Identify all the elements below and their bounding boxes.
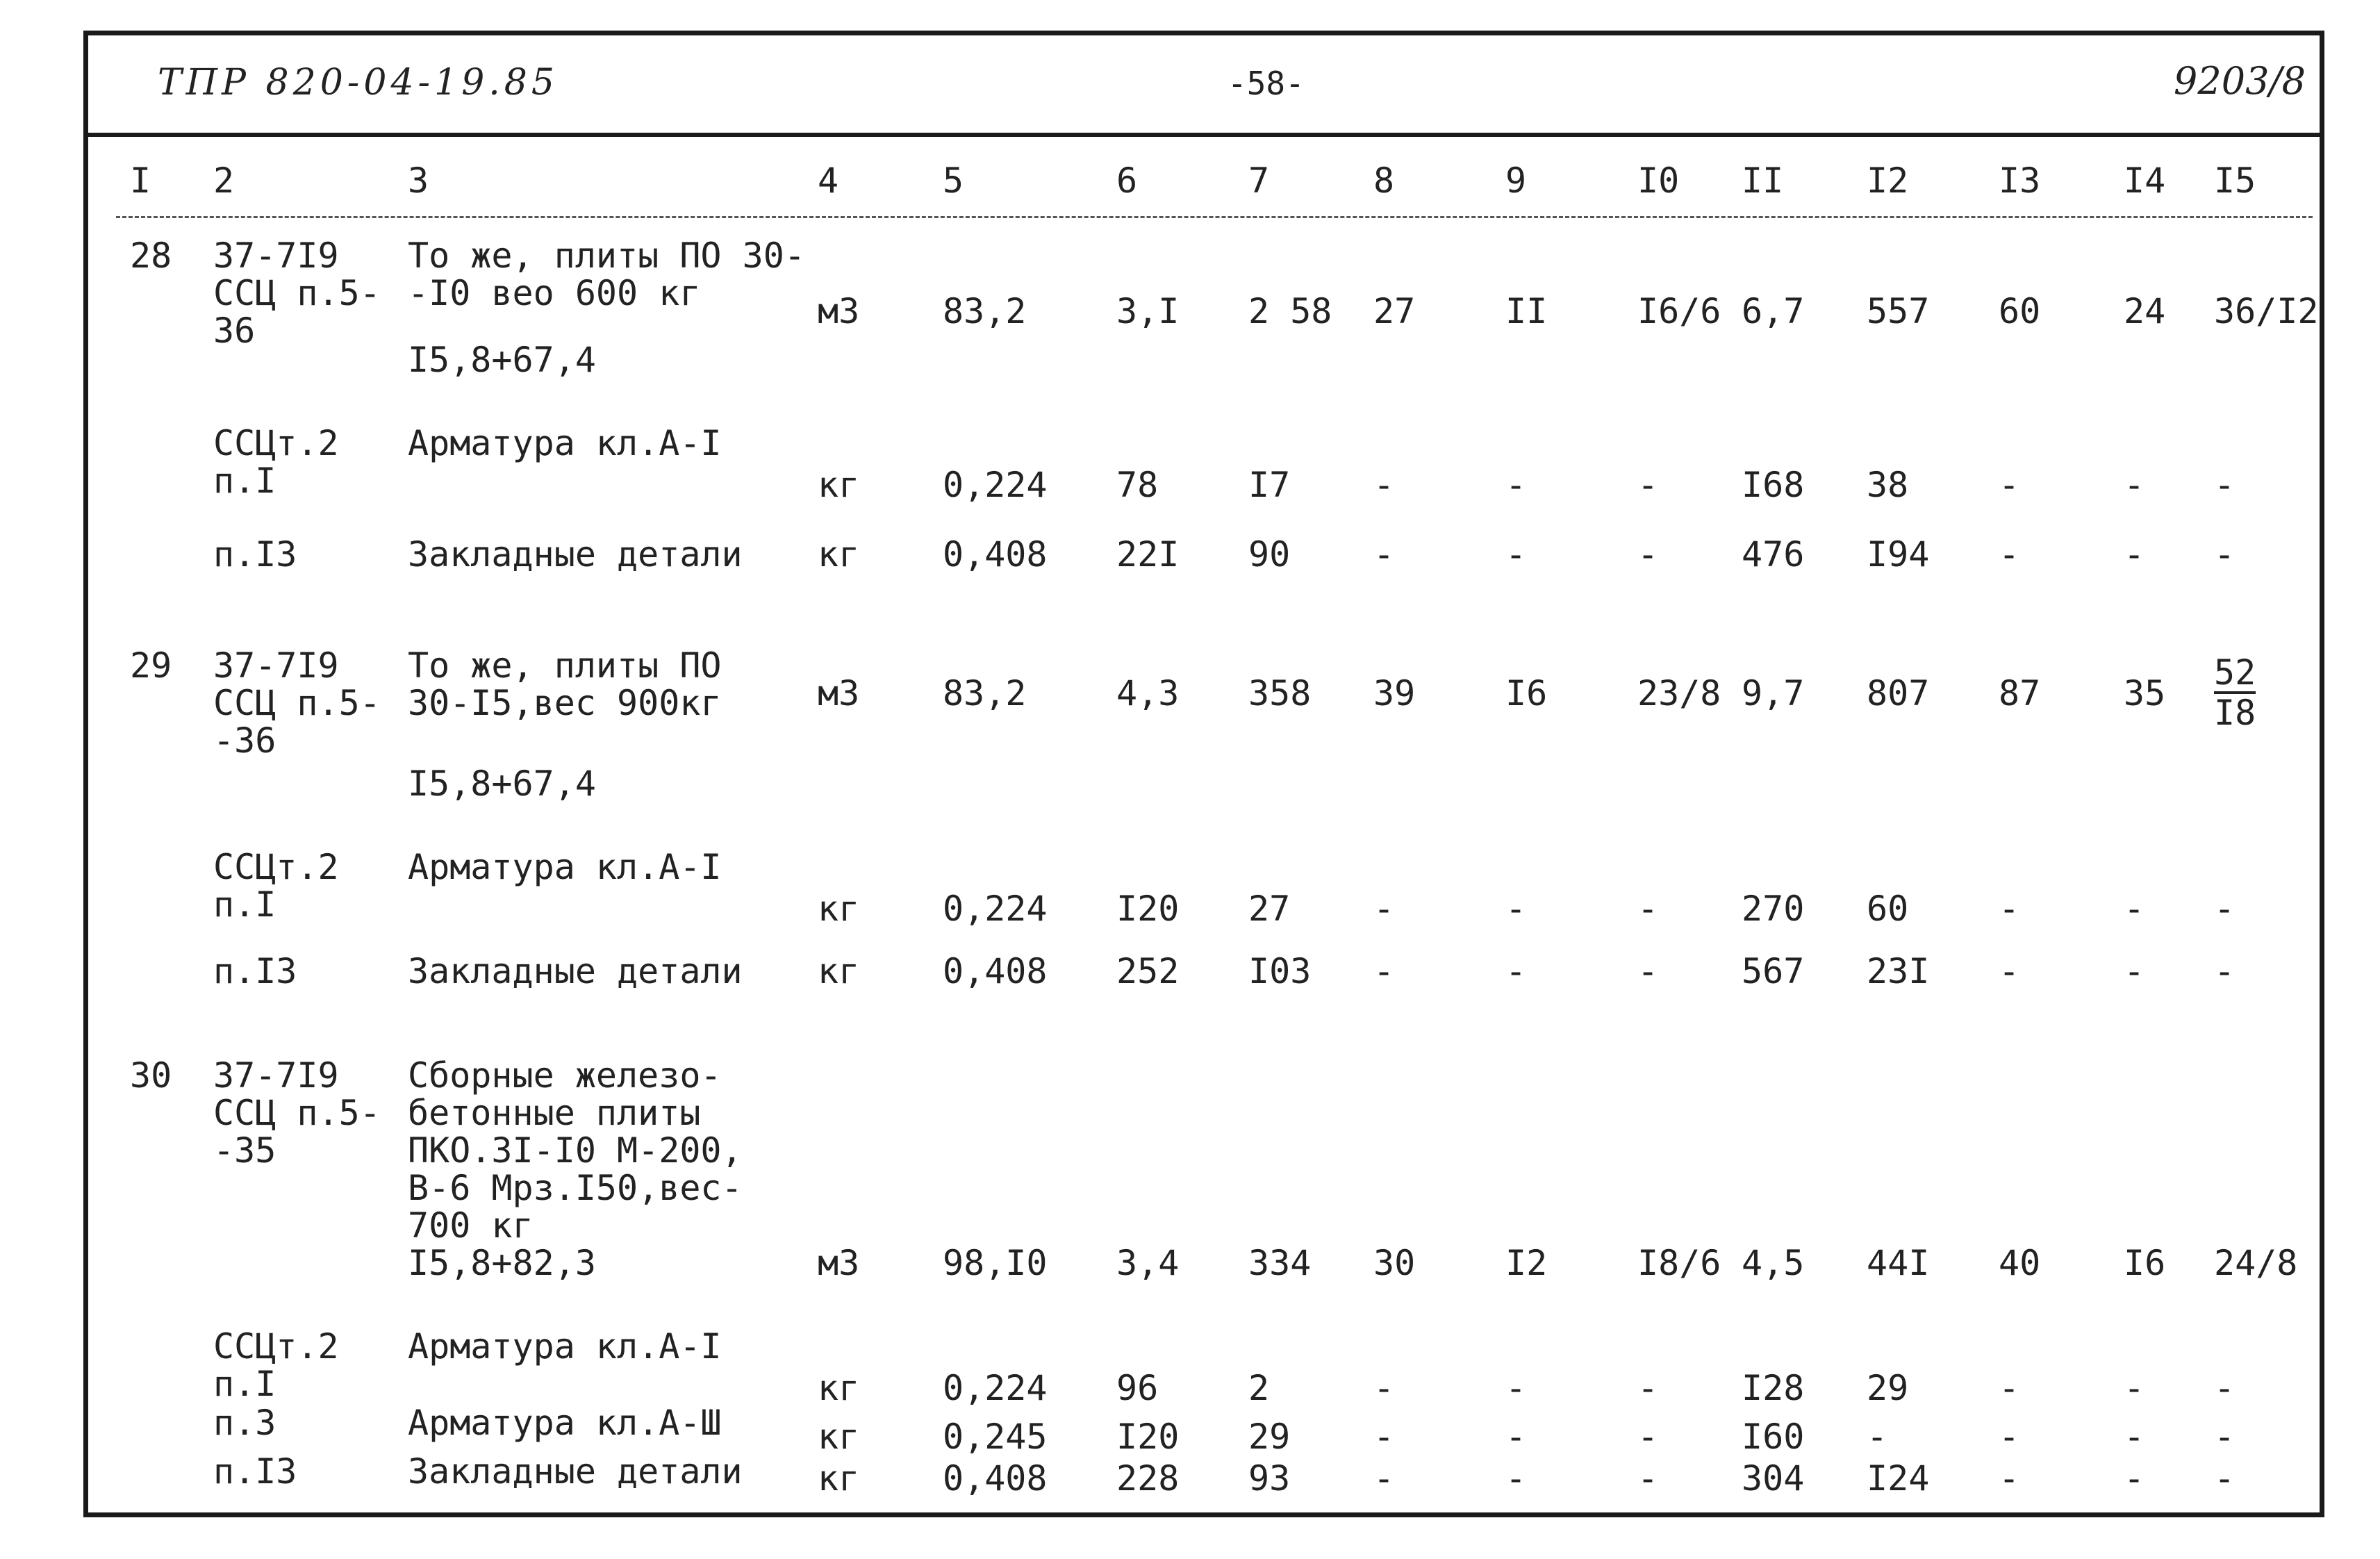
sheet-header <box>88 35 2320 137</box>
table-cell-c5: 83,2 <box>943 673 1027 713</box>
table-cell-c13: - <box>1999 1368 2020 1408</box>
table-cell-c7: 93 <box>1248 1458 1291 1499</box>
table-cell-no: 29 <box>130 645 172 686</box>
table-cell-c11: 270 <box>1742 889 1805 929</box>
table-cell-c11: 6,7 <box>1742 291 1805 331</box>
table-cell-c13: - <box>1999 534 2020 575</box>
table-cell-c11: I68 <box>1742 465 1805 505</box>
table-cell-c14: - <box>2124 1417 2145 1457</box>
column-header-13: I3 <box>1999 160 2041 201</box>
table-cell-unit: кг <box>818 465 860 505</box>
table-cell-no: 28 <box>130 236 172 276</box>
table-cell-c10: - <box>1637 534 1659 575</box>
table-cell-c6: 4,3 <box>1116 673 1180 713</box>
table-cell-c8: - <box>1373 951 1395 991</box>
table-cell-code: 37-7I9 ССЦ п.5- -36 <box>213 645 381 761</box>
table-cell-c14: 24 <box>2124 291 2166 331</box>
table-cell-c13: - <box>1999 1417 2020 1457</box>
table-cell-c7: 334 <box>1248 1243 1312 1283</box>
table-cell-c14: - <box>2124 951 2145 991</box>
table-cell-c15: - <box>2214 951 2236 991</box>
table-cell-c7: 90 <box>1248 534 1291 575</box>
table-cell-name: Закладные детали <box>408 1451 743 1492</box>
column-header-9: 9 <box>1505 160 1527 201</box>
table-cell-c12: 44I <box>1867 1243 1930 1283</box>
table-cell-c9: - <box>1505 889 1527 929</box>
table-cell-c6: 3,I <box>1116 291 1180 331</box>
table-cell-c8: - <box>1373 1458 1395 1499</box>
table-cell-code: п.I3 <box>213 1451 297 1492</box>
table-cell-name: I5,8+67,4 <box>408 764 596 804</box>
table-cell-c6: 228 <box>1116 1458 1180 1499</box>
table-cell-name: Арматура кл.А-I <box>408 1326 722 1367</box>
table-cell-name: То же, плиты ПО 30-I5,вес 900кг <box>408 645 722 723</box>
table-cell-c15: - <box>2214 1368 2236 1408</box>
table-cell-c9: - <box>1505 1417 1527 1457</box>
table-cell-c15: - <box>2214 1458 2236 1499</box>
table-cell-name: Закладные детали <box>408 534 743 575</box>
table-cell-c8: - <box>1373 1417 1395 1457</box>
table-cell-c5: 0,224 <box>943 1368 1048 1408</box>
table-cell-c10: - <box>1637 1368 1659 1408</box>
table-cell-c10: I8/6 <box>1637 1243 1721 1283</box>
table-cell-unit: кг <box>818 1368 860 1408</box>
table-cell-name: Закладные детали <box>408 951 743 991</box>
table-cell-c14: I6 <box>2124 1243 2166 1283</box>
table-cell-c13: 60 <box>1999 291 2041 331</box>
fraction-denominator: I8 <box>2214 693 2256 733</box>
table-cell-c13: 87 <box>1999 673 2041 713</box>
table-cell-c15: - <box>2214 534 2236 575</box>
table-cell-c13: - <box>1999 951 2020 991</box>
table-cell-c9: - <box>1505 465 1527 505</box>
table-cell-c11: 4,5 <box>1742 1243 1805 1283</box>
table-cell-c13: 40 <box>1999 1243 2041 1283</box>
table-cell-c8: 30 <box>1373 1243 1416 1283</box>
page-number: -58- <box>1228 65 1305 102</box>
table-cell-code: ССЦт.2 п.I <box>213 847 339 925</box>
table-cell-name: Арматура кл.А-I <box>408 847 722 887</box>
table-cell-c11: 9,7 <box>1742 673 1805 713</box>
table-cell-c11: 304 <box>1742 1458 1805 1499</box>
table-cell-c14: - <box>2124 1458 2145 1499</box>
table-cell-c12: 557 <box>1867 291 1930 331</box>
table-cell-c9: - <box>1505 1368 1527 1408</box>
table-cell-name: I5,8+67,4 <box>408 340 596 380</box>
table-cell-name: Сборные железо- бетонные плиты ПКО.3I-I0 М-200, В-6 Мрз.I50,вес- 700 кг <box>408 1055 743 1246</box>
column-header-2: 2 <box>213 160 235 201</box>
table-cell-name: Арматура кл.А-I <box>408 423 722 463</box>
table-cell-c12: 60 <box>1867 889 1909 929</box>
table-cell-c7: I7 <box>1248 465 1291 505</box>
table-cell-c5: 0,408 <box>943 951 1048 991</box>
column-header-12: I2 <box>1867 160 1909 201</box>
table-cell-unit: м3 <box>818 673 860 713</box>
table-cell-c15: - <box>2214 465 2236 505</box>
table-cell-c7: I03 <box>1248 951 1312 991</box>
table-cell-c10: - <box>1637 465 1659 505</box>
table-cell-c12: I94 <box>1867 534 1930 575</box>
fraction-cell <box>2214 654 2256 732</box>
table-cell-unit: кг <box>818 1458 860 1499</box>
table-cell-no: 30 <box>130 1055 172 1096</box>
table-cell-code: 37-7I9 ССЦ п.5- 36 <box>213 236 381 351</box>
table-cell-c11: 476 <box>1742 534 1805 575</box>
table-cell-c6: 22I <box>1116 534 1180 575</box>
table-cell-unit: м3 <box>818 291 860 331</box>
table-cell-c9: - <box>1505 1458 1527 1499</box>
table-cell-name: I5,8+82,3 <box>408 1243 596 1283</box>
table-cell-c6: 3,4 <box>1116 1243 1180 1283</box>
table-cell-c15: - <box>2214 889 2236 929</box>
table-cell-c8: - <box>1373 1368 1395 1408</box>
column-header-6: 6 <box>1116 160 1138 201</box>
table-cell-c5: 0,408 <box>943 534 1048 575</box>
table-cell-c10: - <box>1637 1417 1659 1457</box>
table-cell-c14: - <box>2124 534 2145 575</box>
table-cell-c14: 35 <box>2124 673 2166 713</box>
table-cell-c11: I28 <box>1742 1368 1805 1408</box>
table-cell-c10: - <box>1637 889 1659 929</box>
table-cell-c8: 39 <box>1373 673 1416 713</box>
column-header-15: I5 <box>2214 160 2256 201</box>
table-cell-code: п.I3 <box>213 534 297 575</box>
column-header-8: 8 <box>1373 160 1395 201</box>
table-cell-c9: - <box>1505 951 1527 991</box>
table-cell-c6: 252 <box>1116 951 1180 991</box>
table-cell-c6: I20 <box>1116 1417 1180 1457</box>
table-cell-c5: 0,224 <box>943 465 1048 505</box>
table-cell-c10: - <box>1637 951 1659 991</box>
table-cell-code: 37-7I9 ССЦ п.5- -35 <box>213 1055 381 1171</box>
sheet-code: 9203/8 <box>2174 59 2306 103</box>
table-cell-code: п.I3 <box>213 951 297 991</box>
column-header-5: 5 <box>943 160 964 201</box>
column-header-4: 4 <box>818 160 839 201</box>
table-cell-c7: 2 58 <box>1248 291 1332 331</box>
table-cell-c15: 24/8 <box>2214 1243 2298 1283</box>
table-cell-c13: - <box>1999 889 2020 929</box>
table-cell-c9: II <box>1505 291 1548 331</box>
table-cell-c14: - <box>2124 889 2145 929</box>
fraction-numerator: 52 <box>2214 652 2256 693</box>
table-cell-c12: 23I <box>1867 951 1930 991</box>
table-cell-c14: - <box>2124 1368 2145 1408</box>
table-cell-code: ССЦт.2 п.I <box>213 1326 339 1404</box>
column-header-11: II <box>1742 160 1784 201</box>
table-cell-c7: 29 <box>1248 1417 1291 1457</box>
table-cell-unit: кг <box>818 889 860 929</box>
table-cell-c10: - <box>1637 1458 1659 1499</box>
column-header-1: I <box>130 160 151 201</box>
table-cell-c8: - <box>1373 534 1395 575</box>
table-cell-code: п.3 <box>213 1403 276 1443</box>
table-cell-c6: 78 <box>1116 465 1159 505</box>
table-cell-c12: - <box>1867 1417 1888 1457</box>
table-cell-c8: - <box>1373 889 1395 929</box>
table-cell-unit: м3 <box>818 1243 860 1283</box>
table-cell-c5: 0,408 <box>943 1458 1048 1499</box>
column-header-rule <box>116 216 2313 218</box>
table-cell-c13: - <box>1999 1458 2020 1499</box>
table-cell-c14: - <box>2124 465 2145 505</box>
table-cell-c9: - <box>1505 534 1527 575</box>
table-cell-c9: I2 <box>1505 1243 1548 1283</box>
column-header-10: I0 <box>1637 160 1680 201</box>
table-cell-c12: 38 <box>1867 465 1909 505</box>
document-code: ТПР 820-04-19.85 <box>158 62 559 104</box>
table-cell-unit: кг <box>818 1417 860 1457</box>
table-cell-c6: I20 <box>1116 889 1180 929</box>
table-cell-c5: 98,I0 <box>943 1243 1048 1283</box>
table-cell-c12: 807 <box>1867 673 1930 713</box>
column-header-3: 3 <box>408 160 429 201</box>
table-cell-c6: 96 <box>1116 1368 1159 1408</box>
table-cell-c12: I24 <box>1867 1458 1930 1499</box>
table-cell-c8: 27 <box>1373 291 1416 331</box>
table-cell-c5: 83,2 <box>943 291 1027 331</box>
table-cell-name: То же, плиты ПО 30- -I0 вео 600 кг <box>408 236 805 313</box>
column-header-14: I4 <box>2124 160 2166 201</box>
table-cell-c7: 2 <box>1248 1368 1270 1408</box>
table-cell-c15: 36/I2 <box>2214 291 2319 331</box>
table-cell-c5: 0,224 <box>943 889 1048 929</box>
table-cell-c13: - <box>1999 465 2020 505</box>
table-cell-c9: I6 <box>1505 673 1548 713</box>
table-cell-c11: I60 <box>1742 1417 1805 1457</box>
table-cell-c15: - <box>2214 1417 2236 1457</box>
table-cell-unit: кг <box>818 534 860 575</box>
table-cell-name: Арматура кл.А-Ш <box>408 1403 722 1443</box>
table-cell-c11: 567 <box>1742 951 1805 991</box>
table-cell-c7: 358 <box>1248 673 1312 713</box>
table-cell-c10: I6/6 <box>1637 291 1721 331</box>
table-cell-c10: 23/8 <box>1637 673 1721 713</box>
column-header-7: 7 <box>1248 160 1270 201</box>
table-cell-unit: кг <box>818 951 860 991</box>
table-cell-c5: 0,245 <box>943 1417 1048 1457</box>
document-sheet <box>83 31 2324 1517</box>
table-cell-c8: - <box>1373 465 1395 505</box>
table-cell-c12: 29 <box>1867 1368 1909 1408</box>
table-cell-code: ССЦт.2 п.I <box>213 423 339 501</box>
table-cell-c7: 27 <box>1248 889 1291 929</box>
